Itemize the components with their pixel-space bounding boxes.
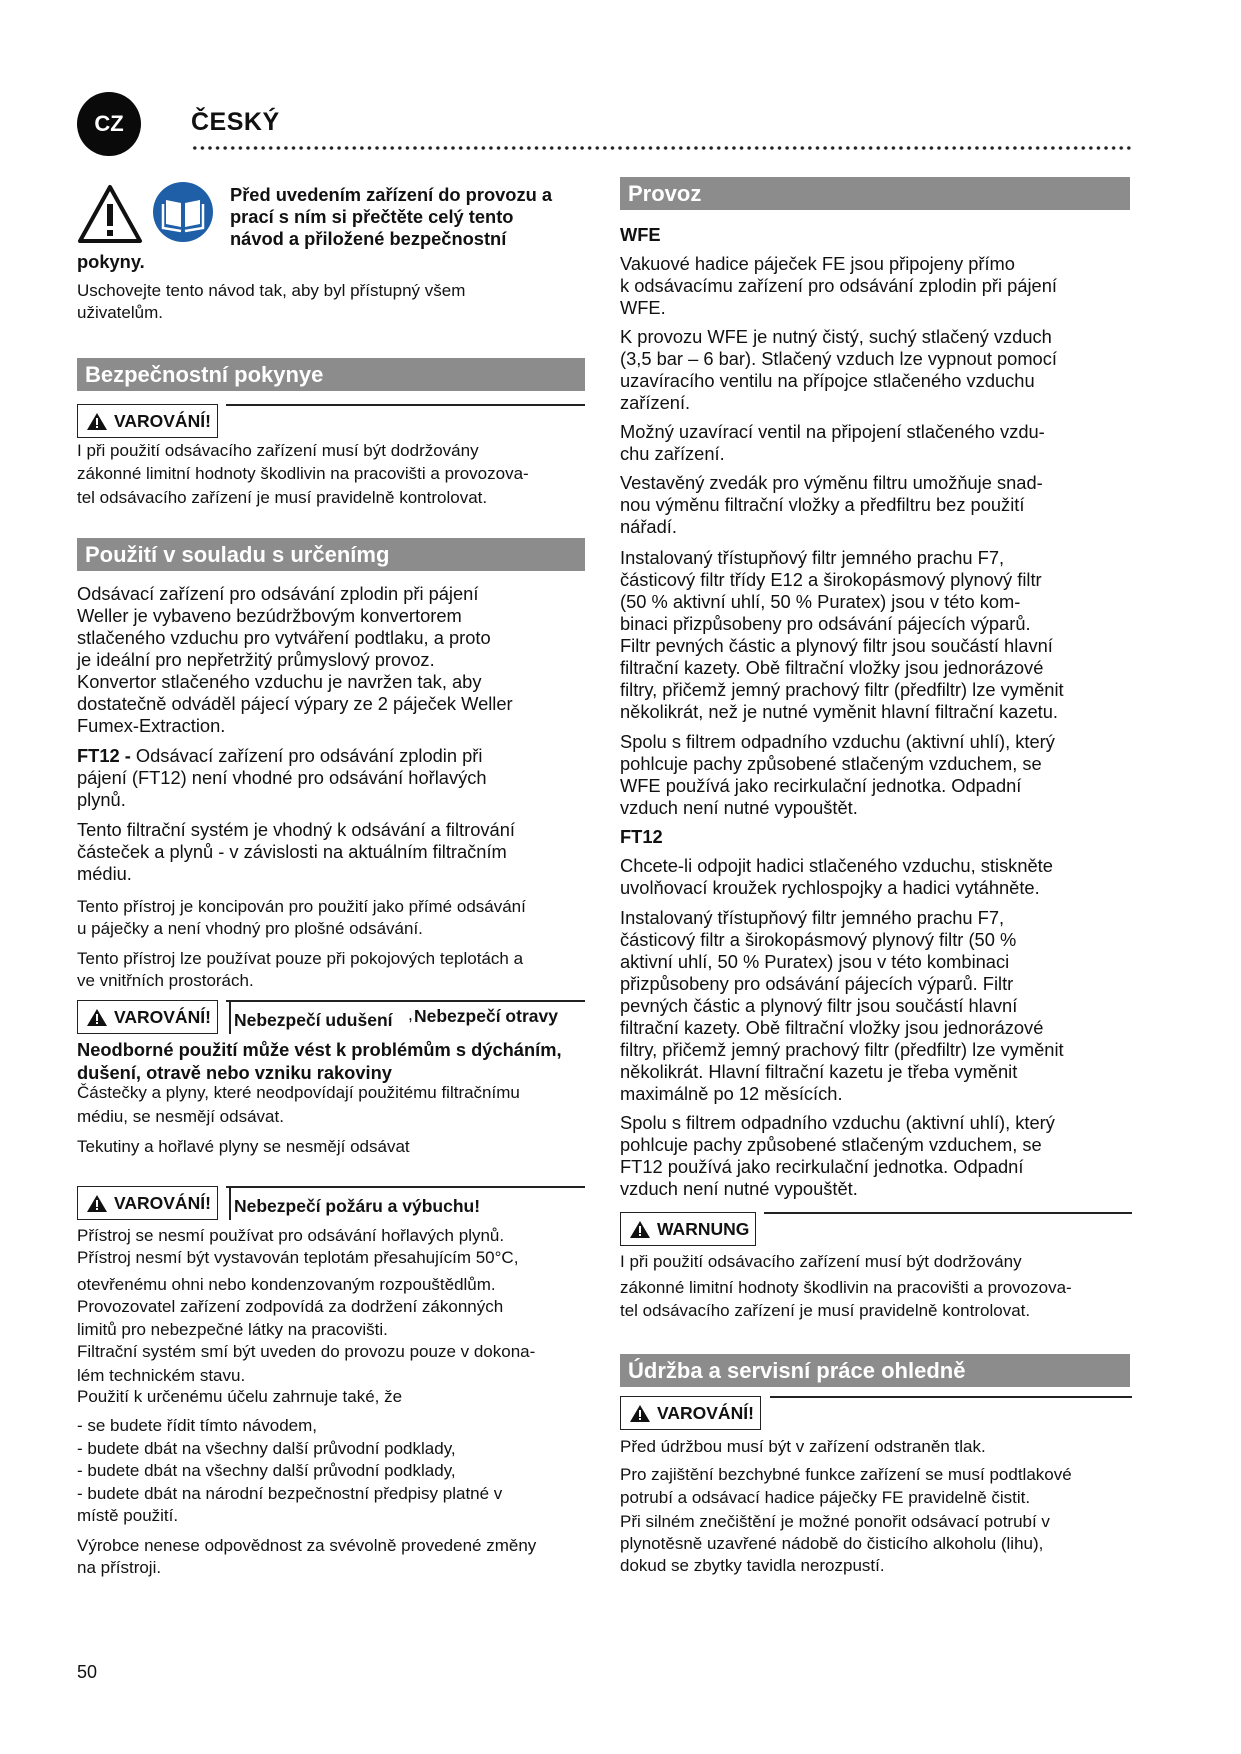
- section-heading-operation: Provoz: [620, 177, 1130, 210]
- operation-text: Filtr pevných částic a plynový filtr jsou součástí hlavní: [620, 635, 1053, 656]
- dotted-divider: [191, 145, 1131, 151]
- operation-text: Možný uzavírací ventil na připojení stlačeného vzdu-: [620, 421, 1045, 442]
- operation-text: WFE.: [620, 297, 666, 318]
- warning-title-suffocation: Nebezpečí udušení: [234, 1010, 393, 1030]
- operation-text: (3,5 bar – 6 bar). Stlačený vzduch lze vypnout pomocí: [620, 348, 1057, 369]
- usage-text: částeček a plynů - v závislosti na aktuálním filtračním: [77, 841, 507, 862]
- operation-text: WFE používá jako recirkulační jednotka. Odpadní: [620, 775, 1022, 796]
- language-badge: CZ: [77, 92, 141, 156]
- intro-bold-line: pokyny.: [77, 251, 145, 272]
- warning-text: Použití k určenému účelu zahrnuje také, že: [77, 1387, 403, 1406]
- usage-text: plynů.: [77, 789, 126, 810]
- usage-text: Tento přístroj je koncipován pro použití jako přímé odsávání: [77, 897, 526, 916]
- warning-separator: [229, 1002, 231, 1034]
- warning-text: na přístroji.: [77, 1558, 162, 1577]
- warning-text: Filtrační systém smí být uveden do provozu pouze v dokona-: [77, 1342, 536, 1361]
- warning-text: médiu, se nesmějí odsávat.: [77, 1107, 284, 1126]
- operation-text: vzduch není nutné vypouštět.: [620, 797, 858, 818]
- usage-text: Weller je vybaveno bezúdržbovým konvertorem: [77, 605, 462, 626]
- warning-rule: [764, 1212, 1132, 1214]
- read-manual-icon: [152, 181, 214, 248]
- operation-text: uzavíracího ventilu na přípojce stlačeného vzduchu: [620, 370, 1035, 391]
- operation-text: FT12 používá jako recirkulační jednotka. Odpadní: [620, 1156, 1024, 1177]
- operation-text: K provozu WFE je nutný čistý, suchý stlačený vzduch: [620, 326, 1052, 347]
- warning-title-poisoning: Nebezpečí otravy: [414, 1006, 558, 1026]
- operation-text: chu zařízení.: [620, 443, 725, 464]
- operation-text: pevných částic a plynový filtr jsou součástí hlavní: [620, 995, 1018, 1016]
- page-number: 50: [77, 1662, 98, 1682]
- operation-text: (50 % aktivní uhlí, 50 % Puratex) jsou v této kom-: [620, 591, 1021, 612]
- warning-box: [620, 1396, 761, 1430]
- warning-bold-text: dušení, otravě nebo vzniku rakoviny: [77, 1062, 392, 1083]
- operation-text: Vakuové hadice páječek FE jsou připojeny přímo: [620, 253, 1015, 274]
- safety-text: zákonné limitní hodnoty škodlivin na pracovišti a provozova-: [77, 464, 529, 483]
- section-heading-usage: Použití v souladu s určenímg: [77, 538, 585, 571]
- maintenance-text: Pro zajištění bezchybné funkce zařízení se musí podtlakové: [620, 1465, 1072, 1484]
- subheading-ft12: FT12: [620, 826, 663, 847]
- maintenance-text: plynotěsně uzavřené nádobě do čisticího alkoholu (lihu),: [620, 1534, 1044, 1553]
- operation-text: pohlcuje pachy způsobené stlačeným vzduchem, se: [620, 753, 1042, 774]
- safety-text: I při použití odsávacího zařízení musí být dodržovány: [77, 441, 479, 460]
- usage-text: ve vnitřních prostorách.: [77, 971, 254, 990]
- warning-bold-text: Neodborné použití může vést k problémům s dýcháním,: [77, 1039, 562, 1060]
- page-title: ČESKÝ: [191, 108, 280, 136]
- warning-triangle-icon: [77, 184, 143, 249]
- warning-box: [77, 1000, 218, 1034]
- maintenance-text: dokud se zbytky tavidla nerozpustí.: [620, 1556, 885, 1575]
- usage-text: Tento přístroj lze používat pouze při pokojových teplotách a: [77, 949, 524, 968]
- usage-text: dostatečně odváděl pájecí výpary ze 2 páječek Weller: [77, 693, 513, 714]
- operation-text: vzduch není nutné vypouštět.: [620, 1178, 858, 1199]
- warning-list-item: - se budete řídit tímto návodem,: [77, 1416, 318, 1435]
- warning-text: Přístroj se nesmí používat pro odsávání hořlavých plynů.: [77, 1226, 505, 1245]
- usage-text: Konvertor stlačeného vzduchu je navržen tak, aby: [77, 671, 482, 692]
- operation-text: částicový filtr a širokopásmový plynový filtr (50 %: [620, 929, 1017, 950]
- warning-icon: [86, 1194, 108, 1213]
- warning-box: [620, 1212, 756, 1246]
- warning-title-fire: Nebezpečí požáru a výbuchu!: [234, 1196, 481, 1216]
- usage-text: Tento filtrační systém je vhodný k odsávání a filtrování: [77, 819, 515, 840]
- maintenance-text: potrubí a odsávací hadice páječky FE pravidelně čistit.: [620, 1488, 1031, 1507]
- warning-list-item: - budete dbát na všechny další průvodní podklady,: [77, 1461, 456, 1480]
- warning-icon: [86, 412, 108, 431]
- operation-text: aktivní uhlí, 50 % Puratex) jsou v této kombinaci: [620, 951, 1010, 972]
- warning-label: VAROVÁNÍ!: [114, 1192, 211, 1213]
- operation-text: pohlcuje pachy způsobené stlačeným vzduchem, se: [620, 1134, 1042, 1155]
- intro-bold-line: prací s ním si přečtěte celý tento: [230, 206, 514, 227]
- warning-list-item: - budete dbát na národní bezpečnostní předpisy platné v: [77, 1484, 503, 1503]
- warning-label: VAROVÁNÍ!: [114, 1006, 211, 1027]
- warning-list-item: místě použití.: [77, 1506, 179, 1525]
- warning-separator: [229, 1188, 231, 1220]
- operation-warning-text: tel odsávacího zařízení je musí pravidelně kontrolovat.: [620, 1301, 1031, 1320]
- warning-label: WARNUNG: [657, 1218, 750, 1239]
- usage-text: Fumex-Extraction.: [77, 715, 226, 736]
- operation-text: uvolňovací kroužek rychlospojky a hadici vytáhněte.: [620, 877, 1040, 898]
- operation-text: binaci přizpůsobeny pro odsávání pájecích výparů.: [620, 613, 1031, 634]
- warning-icon: [86, 1008, 108, 1027]
- section-heading-safety: Bezpečnostní pokynye: [77, 358, 585, 391]
- usage-text: médiu.: [77, 863, 132, 884]
- maintenance-text: Před údržbou musí být v zařízení odstraněn tlak.: [620, 1437, 986, 1456]
- usage-text: je ideální pro nepřetržitý průmyslový provoz.: [77, 649, 435, 670]
- ft12-label: FT12 -: [77, 745, 131, 766]
- usage-text: u páječky a není vhodný pro plošné odsávání.: [77, 919, 423, 938]
- operation-text: částicový filtr třídy E12 a širokopásmový plynový filtr: [620, 569, 1042, 590]
- operation-text: Spolu s filtrem odpadního vzduchu (aktivní uhlí), který: [620, 731, 1055, 752]
- warning-text: Provozovatel zařízení zodpovídá za dodržení zákonných: [77, 1297, 504, 1316]
- maintenance-text: Při silném znečištění je možné ponořit odsávací potrubí v: [620, 1512, 1050, 1531]
- operation-warning-text: zákonné limitní hodnoty škodlivin na pracovišti a provozova-: [620, 1278, 1072, 1297]
- warning-rule: [226, 1186, 585, 1188]
- usage-text: pájení (FT12) není vhodné pro odsávání hořlavých: [77, 767, 487, 788]
- warning-title-separator: ,: [408, 1004, 413, 1024]
- operation-text: přizpůsobeny pro odsávání pájecích výparů. Filtr: [620, 973, 1014, 994]
- operation-text: několikrát, než je nutné vyměnit hlavní filtrační kazetu.: [620, 701, 1058, 722]
- operation-warning-text: I při použití odsávacího zařízení musí být dodržovány: [620, 1252, 1022, 1271]
- warning-rule: [226, 404, 585, 406]
- warning-icon: [629, 1404, 651, 1423]
- operation-text: Instalovaný třístupňový filtr jemného prachu F7,: [620, 547, 1005, 568]
- operation-text: několikrát. Hlavní filtrační kazetu je třeba vyměnit: [620, 1061, 1018, 1082]
- usage-text: [77, 745, 482, 767]
- warning-rule: [770, 1396, 1132, 1398]
- warning-rule: [226, 1000, 585, 1002]
- warning-box: [77, 1186, 218, 1220]
- intro-note: Uschovejte tento návod tak, aby byl přístupný všem: [77, 281, 466, 300]
- operation-text: filtrační kazety. Obě filtrační vložky jsou jednorázové: [620, 657, 1044, 678]
- operation-text: Spolu s filtrem odpadního vzduchu (aktivní uhlí), který: [620, 1112, 1055, 1133]
- warning-text: Částečky a plyny, které neodpovídají použitému filtračnímu: [77, 1083, 520, 1102]
- warning-icon: [629, 1220, 651, 1239]
- warning-box: [77, 404, 218, 438]
- operation-text: Vestavěný zvedák pro výměnu filtru umožňuje snad-: [620, 472, 1043, 493]
- safety-text: tel odsávacího zařízení je musí pravidelně kontrolovat.: [77, 488, 488, 507]
- warning-text: otevřenému ohni nebo kondenzovaným rozpouštědlům.: [77, 1275, 496, 1294]
- subheading-wfe: WFE: [620, 224, 661, 245]
- operation-text: nou výměnu filtrační vložky a předfiltru bez použití: [620, 494, 1025, 515]
- usage-text: Odsávací zařízení pro odsávání zplodin při pájení: [77, 583, 479, 604]
- operation-text: Chcete-li odpojit hadici stlačeného vzduchu, stiskněte: [620, 855, 1053, 876]
- intro-note: uživatelům.: [77, 303, 163, 322]
- intro-bold-line: Před uvedením zařízení do provozu a: [230, 184, 553, 205]
- warning-list-item: - budete dbát na všechny další průvodní podklady,: [77, 1439, 456, 1458]
- warning-text: limitů pro nebezpečné látky na pracovišti.: [77, 1320, 388, 1339]
- section-heading-maintenance: Údržba a servisní práce ohledně: [620, 1354, 1130, 1387]
- warning-label: VAROVÁNÍ!: [657, 1402, 754, 1423]
- operation-text: nářadí.: [620, 516, 677, 537]
- operation-text: maximálně po 12 měsících.: [620, 1083, 843, 1104]
- operation-text: filtrační kazety. Obě filtrační vložky jsou jednorázové: [620, 1017, 1044, 1038]
- warning-text: Výrobce nenese odpovědnost za svévolně provedené změny: [77, 1536, 537, 1555]
- warning-text: Tekutiny a hořlavé plyny se nesmějí odsávat: [77, 1137, 410, 1156]
- operation-text: filtry, přičemž jemný prachový filtr (předfiltr) lze vyměnit: [620, 679, 1064, 700]
- warning-text: lém technickém stavu.: [77, 1366, 246, 1385]
- usage-text: stlačeného vzduchu pro vytváření podtlaku, a proto: [77, 627, 491, 648]
- operation-text: k odsávacímu zařízení pro odsávání zplodin při pájení: [620, 275, 1057, 296]
- operation-text: Instalovaný třístupňový filtr jemného prachu F7,: [620, 907, 1005, 928]
- usage-text-inline: Odsávací zařízení pro odsávání zplodin při: [130, 745, 483, 766]
- intro-bold-line: návod a přiložené bezpečnostní: [230, 228, 507, 249]
- operation-text: filtry, přičemž jemný prachový filtr (předfiltr) lze vyměnit: [620, 1039, 1064, 1060]
- warning-text: Přístroj nesmí být vystavován teplotám přesahujícím 50°C,: [77, 1248, 519, 1267]
- warning-label: VAROVÁNÍ!: [114, 410, 211, 431]
- operation-text: zařízení.: [620, 392, 691, 413]
